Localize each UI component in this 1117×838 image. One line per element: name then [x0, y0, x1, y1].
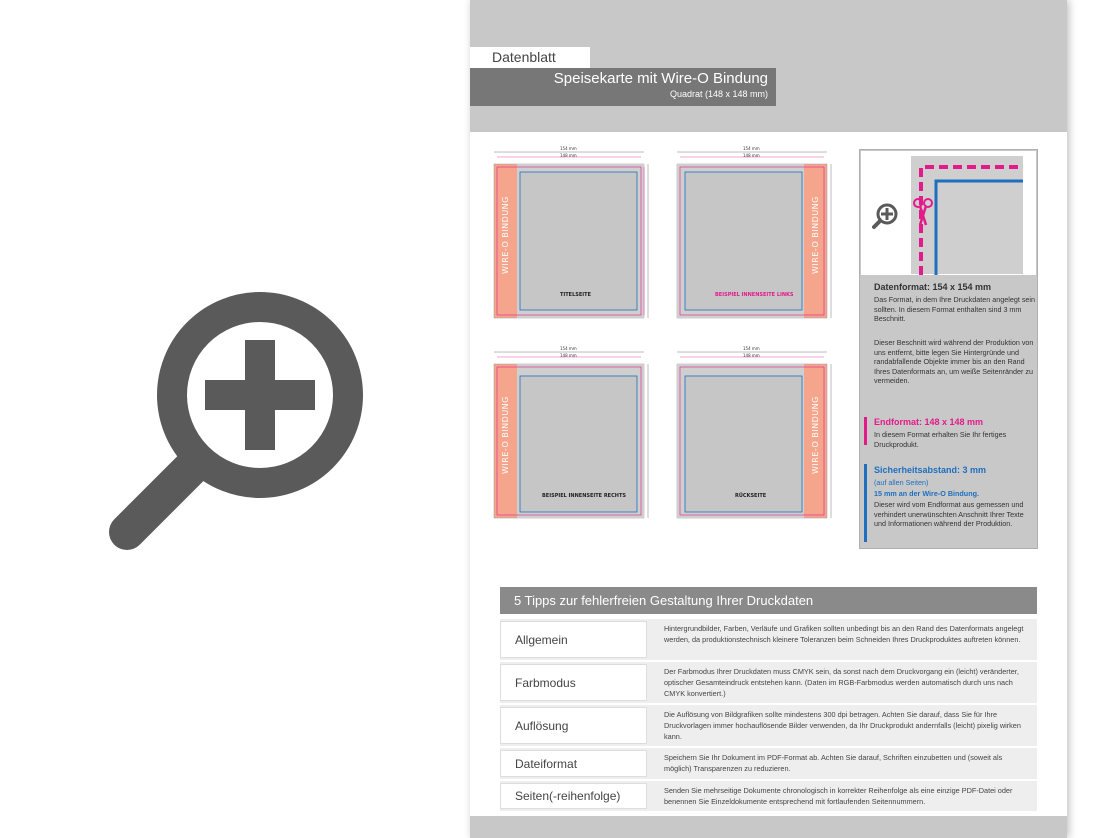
tip-row — [500, 705, 1037, 746]
sheet-innenseite-rechts — [492, 346, 657, 514]
dim-148: 148 mm — [560, 353, 577, 358]
dim-148: 148 mm — [560, 153, 577, 158]
title-bar — [470, 68, 776, 106]
sheet-rueckseite — [675, 346, 840, 514]
page-label: TITELSEITE — [560, 292, 591, 298]
tip-row — [500, 781, 1037, 811]
spine-label: WIRE-O BINDUNG — [501, 396, 510, 474]
page-label: RÜCKSEITE — [735, 493, 767, 499]
spine-label: WIRE-O BINDUNG — [811, 396, 820, 474]
tip-row — [500, 662, 1037, 703]
dim-154: 154 mm — [560, 146, 577, 151]
tip-label: Allgemein — [500, 621, 647, 658]
tip-label: Seiten(-reihenfolge) — [500, 783, 647, 809]
tip-text: Der Farbmodus Ihrer Druckdaten muss CMYK sein, da sonst nach dem Druckvorgang ein (leicht) veränderter, optischer Gesamteindruck entstehen kann. (Daten im RGB-Farbmodus werden automatisch durch uns nach CMYK konvertiert.) — [664, 667, 1019, 698]
beschnitt-text: Dieser Beschnitt wird während der Produktion von uns entfernt, bitte legen Sie Hintergründe und randabfallende Objekte immer bis an den Rand Ihres Datenformats an, um weiße Seitenränder zu vermeiden. — [874, 338, 1034, 385]
tip-text: Hintergrundbilder, Farben, Verläufe und Grafiken sollten unbedingt bis an den Rand des Datenformats angelegt werden, da produktionstechnisch kleinere Toleranzen beim Schneiden Ihres Druckproduktes auftreten können. — [664, 624, 1024, 644]
spine-label: WIRE-O BINDUNG — [501, 196, 510, 274]
spine-label: WIRE-O BINDUNG — [811, 196, 820, 274]
sicherheit-text: Dieser wird vom Endformat aus gemessen und verhindert unerwünschten Anschnitt Ihrer Texte und Informationen während der Produktion. — [874, 500, 1024, 528]
zoom-in-icon[interactable] — [105, 290, 365, 560]
dim-154: 154 mm — [743, 146, 760, 151]
page-title: Speisekarte mit Wire-O Bindung — [553, 70, 768, 87]
sicherheit-wire: 15 mm an der Wire-O Bindung. — [874, 489, 979, 498]
zoom-detail — [861, 151, 1036, 275]
datasheet-page — [470, 0, 1067, 838]
endformat-marker — [864, 417, 867, 445]
dim-154: 154 mm — [560, 346, 577, 351]
tip-row — [500, 619, 1037, 660]
page-label: BEISPIEL INNENSEITE RECHTS — [542, 493, 626, 499]
info-panel — [859, 149, 1038, 549]
tip-text: Die Auflösung von Bildgrafiken sollte mindestens 300 dpi betragen. Achten Sie darauf, dass Sie für Ihre Druckvorlagen immer hochauflösende Bilder verwenden, da Ihr Druckprodukt andernfalls (leicht) pixelig wirken kann. — [664, 710, 1021, 741]
datenformat-text: Das Format, in dem Ihre Druckdaten angelegt sein sollten. In diesem Format enthalten sind 3 mm Beschnitt. — [874, 295, 1035, 323]
tip-label: Farbmodus — [500, 664, 647, 701]
sheet-innenseite-links — [675, 146, 840, 314]
sheet-titelseite — [492, 146, 657, 314]
endformat-title: Endformat: 148 x 148 mm — [874, 417, 984, 427]
footer-band — [470, 816, 1067, 838]
datenformat-title: Datenformat: 154 x 154 mm — [874, 282, 992, 292]
tip-text: Speichern Sie Ihr Dokument im PDF-Format ab. Achten Sie darauf, Schriften einzubetten und (soweit als möglich) Transparenzen zu reduzieren. — [664, 753, 1003, 773]
sicherheit-title: Sicherheitsabstand: 3 mm — [874, 465, 987, 475]
page-label: BEISPIEL INNENSEITE LINKS — [715, 292, 794, 298]
dim-154: 154 mm — [743, 346, 760, 351]
endformat-text: In diesem Format erhalten Sie Ihr fertiges Druckprodukt. — [874, 430, 1007, 449]
tip-label: Auflösung — [500, 707, 647, 744]
sicherheit-sub: (auf allen Seiten) — [874, 478, 929, 487]
tip-row — [500, 748, 1037, 779]
tip-label: Dateiformat — [500, 750, 647, 777]
sicherheit-marker — [864, 464, 867, 542]
dim-148: 148 mm — [743, 153, 760, 158]
datasheet-label: Datenblatt — [470, 47, 590, 68]
tips-heading: 5 Tipps zur fehlerfreien Gestaltung Ihrer Druckdaten — [500, 587, 1037, 614]
tip-text: Senden Sie mehrseitige Dokumente chronologisch in korrekter Reihenfolge als eine einzige PDF-Datei oder benennen Sie Einzeldokumente entsprechend mit fortlaufenden Seitennummern. — [664, 786, 1013, 806]
dim-148: 148 mm — [743, 353, 760, 358]
page-subtitle: Quadrat (148 x 148 mm) — [669, 89, 768, 99]
